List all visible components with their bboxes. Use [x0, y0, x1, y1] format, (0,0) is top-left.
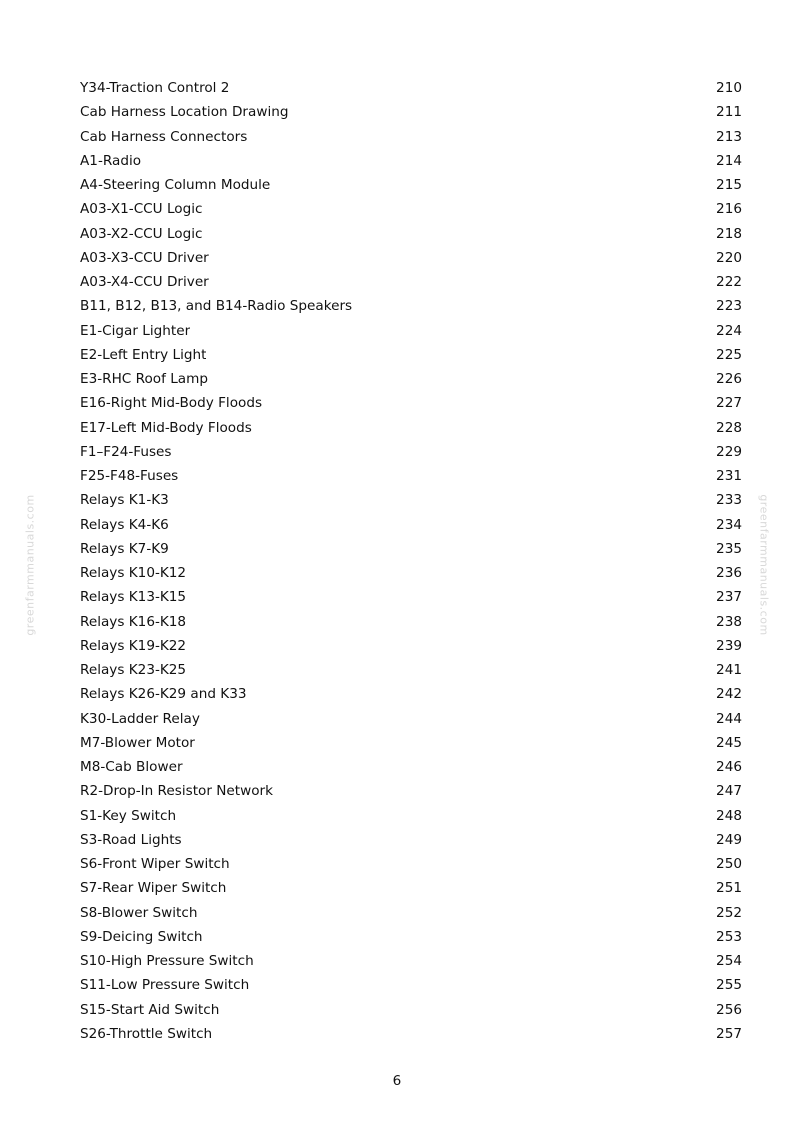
toc-entry[interactable]: [80, 100, 742, 124]
toc-entry-page: 229: [716, 443, 742, 460]
toc-entry[interactable]: [80, 440, 742, 464]
watermark-right: greenfarmmanuals.com: [757, 494, 771, 636]
toc-entry-title: A03-X2-CCU Logic: [80, 225, 203, 242]
toc-entry[interactable]: [80, 76, 742, 100]
toc-entry-page: 220: [716, 249, 742, 266]
toc-entry-page: 216: [716, 201, 742, 218]
toc-entry[interactable]: [80, 925, 742, 949]
toc-entry-title: Relays K19-K22: [80, 637, 187, 654]
toc-entry[interactable]: [80, 488, 742, 512]
toc-entry-title: Relays K4-K6: [80, 516, 169, 533]
toc-entry-page: 244: [716, 710, 742, 727]
toc-entry-page: 225: [716, 346, 742, 363]
toc-entry[interactable]: [80, 973, 742, 997]
toc-entry-page: 249: [716, 831, 742, 848]
toc-entry-page: 241: [716, 662, 742, 678]
toc-entry-page: 257: [716, 1025, 742, 1042]
toc-entry-title: A03-X3-CCU Driver: [80, 249, 209, 266]
toc-entry-page: 210: [716, 80, 742, 96]
table-of-contents: [80, 76, 742, 1046]
toc-entry[interactable]: [80, 610, 742, 634]
toc-entry[interactable]: [80, 876, 742, 900]
toc-entry-page: 254: [716, 953, 742, 969]
toc-entry-title: A03-X1-CCU Logic: [80, 201, 203, 218]
toc-entry-page: 256: [716, 1001, 742, 1018]
toc-entry-title: A4-Steering Column Module: [80, 177, 271, 193]
toc-entry-title: Relays K13-K15: [80, 589, 187, 606]
toc-entry-page: 253: [716, 928, 742, 945]
toc-entry-page: 233: [716, 492, 742, 509]
toc-entry-title: Relays K1-K3: [80, 492, 169, 509]
toc-entry-page: 235: [716, 540, 742, 557]
toc-entry-title: E17-Left Mid-Body Floods: [80, 419, 252, 436]
toc-entry-page: 228: [716, 419, 742, 436]
toc-entry-title: E1-Cigar Lighter: [80, 322, 191, 339]
toc-entry[interactable]: [80, 270, 742, 294]
toc-entry[interactable]: [80, 391, 742, 415]
toc-entry[interactable]: [80, 149, 742, 173]
toc-entry-title: Cab Harness Location Drawing: [80, 104, 289, 121]
toc-entry-page: 247: [716, 783, 742, 800]
toc-entry-title: Relays K10-K12: [80, 565, 187, 581]
toc-entry[interactable]: [80, 585, 742, 609]
toc-entry[interactable]: [80, 1022, 742, 1046]
toc-entry-page: 237: [716, 589, 742, 606]
toc-entry[interactable]: [80, 343, 742, 367]
toc-entry-page: 214: [716, 152, 742, 169]
toc-entry[interactable]: [80, 513, 742, 537]
toc-entry-page: 246: [716, 759, 742, 775]
toc-entry-title: A03-X4-CCU Driver: [80, 274, 209, 290]
toc-entry[interactable]: [80, 173, 742, 197]
toc-entry-page: 239: [716, 637, 742, 654]
toc-entry-page: 248: [716, 807, 742, 824]
toc-entry[interactable]: [80, 222, 742, 246]
toc-entry-page: 245: [716, 734, 742, 751]
toc-entry-title: M7-Blower Motor: [80, 734, 195, 751]
toc-entry-title: Relays K16-K18: [80, 613, 187, 630]
toc-entry-title: S9-Deicing Switch: [80, 928, 203, 945]
toc-entry[interactable]: [80, 658, 742, 682]
toc-entry-page: 218: [716, 225, 742, 242]
toc-entry-title: K30-Ladder Relay: [80, 710, 200, 727]
toc-entry[interactable]: [80, 537, 742, 561]
toc-entry-title: E16-Right Mid-Body Floods: [80, 395, 263, 412]
toc-entry-page: 250: [716, 856, 742, 872]
toc-entry[interactable]: [80, 634, 742, 658]
toc-entry-page: 226: [716, 371, 742, 387]
toc-entry-page: 252: [716, 904, 742, 921]
toc-entry-page: 227: [716, 395, 742, 412]
toc-entry[interactable]: [80, 246, 742, 270]
toc-entry-title: F1–F24-Fuses: [80, 443, 172, 460]
toc-entry-title: Relays K23-K25: [80, 662, 187, 678]
toc-entry[interactable]: [80, 779, 742, 803]
toc-entry-title: S15-Start Aid Switch: [80, 1001, 220, 1018]
page-number: 6: [392, 1073, 402, 1089]
toc-entry-title: R2-Drop-In Resistor Network: [80, 783, 274, 800]
watermark-left: greenfarmmanuals.com: [23, 494, 37, 636]
toc-entry-page: 213: [716, 128, 742, 145]
toc-entry[interactable]: [80, 755, 742, 779]
toc-entry[interactable]: [80, 125, 742, 149]
toc-entry[interactable]: [80, 682, 742, 706]
toc-entry-page: 234: [716, 516, 742, 533]
toc-entry-page: 211: [716, 104, 742, 121]
toc-entry-page: 242: [716, 686, 742, 703]
toc-entry-title: S1-Key Switch: [80, 807, 177, 824]
toc-entry-title: S10-High Pressure Switch: [80, 953, 254, 969]
toc-entry[interactable]: [80, 319, 742, 343]
toc-entry-page: 236: [716, 565, 742, 581]
toc-entry[interactable]: [80, 804, 742, 828]
toc-entry-page: 251: [716, 880, 742, 897]
toc-entry-page: 224: [716, 322, 742, 339]
toc-entry-page: 215: [716, 177, 742, 193]
toc-entry[interactable]: [80, 901, 742, 925]
toc-entry-title: S11-Low Pressure Switch: [80, 977, 250, 994]
toc-entry[interactable]: [80, 949, 742, 973]
toc-entry-page: 231: [716, 468, 742, 484]
toc-entry-page: 238: [716, 613, 742, 630]
toc-entry-title: M8-Cab Blower: [80, 759, 183, 775]
toc-entry-page: 223: [716, 298, 742, 315]
toc-entry-title: F25-F48-Fuses: [80, 468, 179, 484]
toc-entry[interactable]: [80, 367, 742, 391]
toc-entry-title: E3-RHC Roof Lamp: [80, 371, 208, 387]
toc-entry[interactable]: [80, 828, 742, 852]
toc-entry-title: A1-Radio: [80, 152, 142, 169]
toc-entry-title: Relays K7-K9: [80, 540, 169, 557]
toc-entry[interactable]: [80, 294, 742, 318]
toc-entry[interactable]: [80, 707, 742, 731]
toc-entry-title: Relays K26-K29 and K33: [80, 686, 247, 703]
toc-entry[interactable]: [80, 998, 742, 1022]
toc-entry-title: S7-Rear Wiper Switch: [80, 880, 227, 897]
toc-entry-title: E2-Left Entry Light: [80, 346, 207, 363]
toc-entry-title: S8-Blower Switch: [80, 904, 198, 921]
toc-entry-title: S6-Front Wiper Switch: [80, 856, 230, 872]
toc-entry-title: Y34-Traction Control 2: [80, 80, 230, 96]
toc-entry-title: S26-Throttle Switch: [80, 1025, 213, 1042]
toc-entry[interactable]: [80, 852, 742, 876]
toc-entry-title: B11, B12, B13, and B14-Radio Speakers: [80, 298, 353, 315]
toc-entry[interactable]: [80, 416, 742, 440]
toc-entry[interactable]: [80, 561, 742, 585]
toc-entry-title: S3-Road Lights: [80, 831, 182, 848]
toc-entry-page: 255: [716, 977, 742, 994]
toc-entry-title: Cab Harness Connectors: [80, 128, 248, 145]
toc-entry[interactable]: [80, 731, 742, 755]
toc-entry[interactable]: [80, 197, 742, 221]
toc-entry[interactable]: [80, 464, 742, 488]
toc-entry-page: 222: [716, 274, 742, 290]
